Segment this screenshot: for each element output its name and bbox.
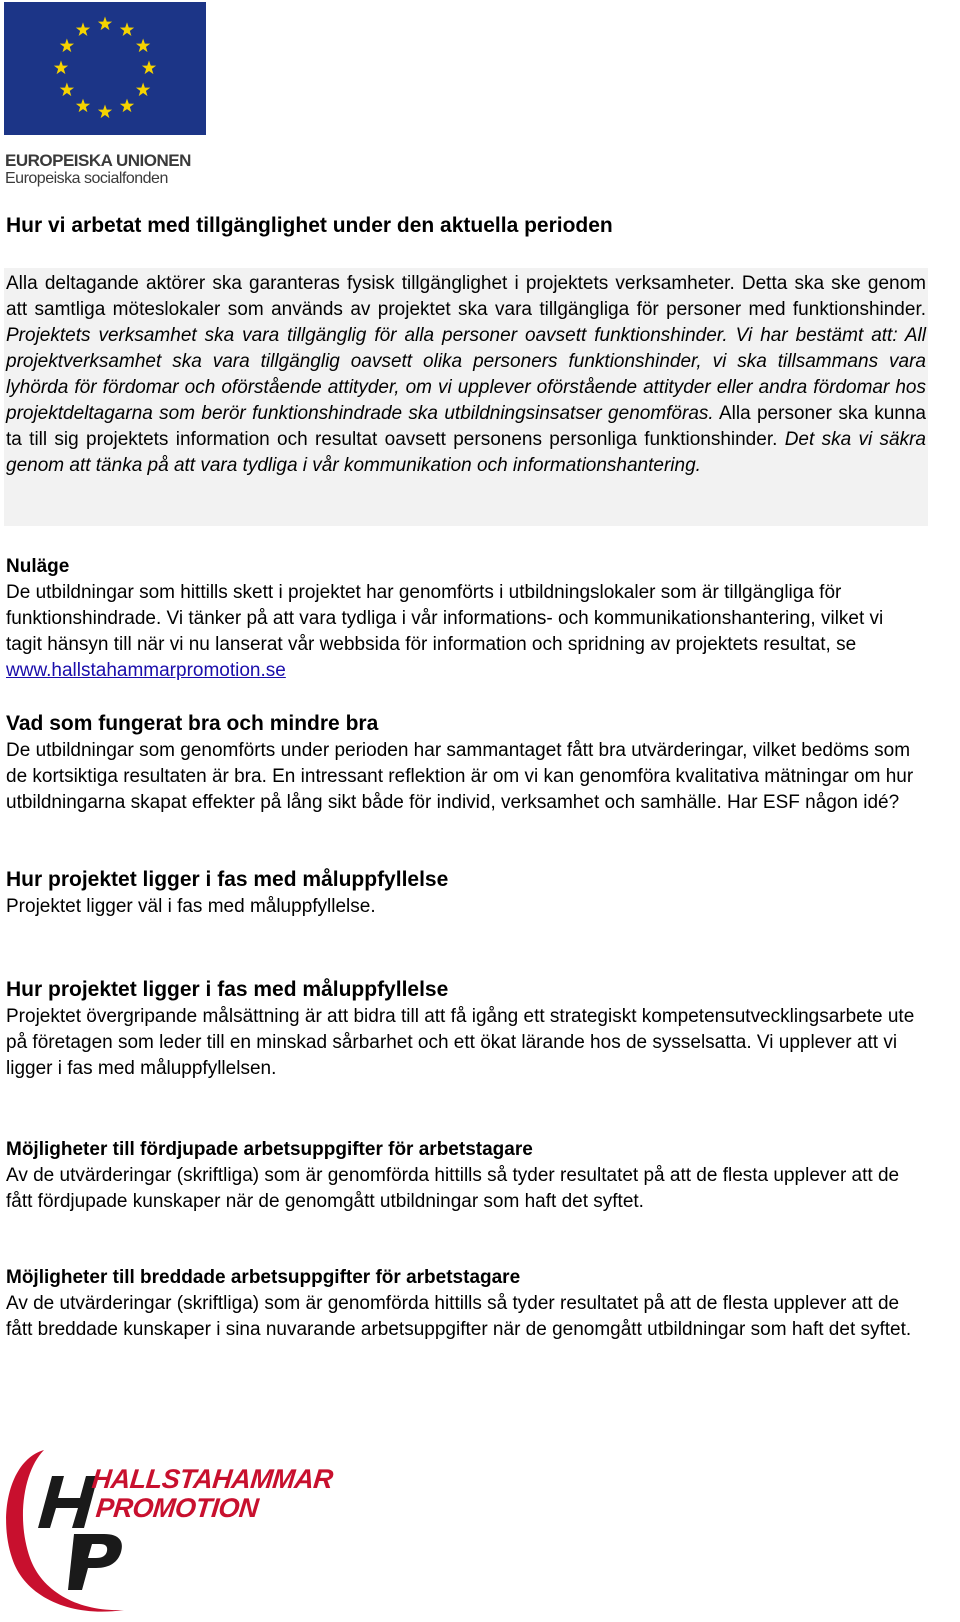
eu-flag-icon [4, 2, 206, 135]
fas2-heading: Hur projektet ligger i fas med måluppfyllelse [6, 978, 449, 1001]
section-breddade [6, 1265, 921, 1343]
website-link[interactable]: www.hallstahammarpromotion.se [6, 660, 286, 681]
eu-logo-line2: Europeiska socialfonden [5, 170, 168, 187]
fordjupade-heading: Möjligheter till fördjupade arbetsuppgifter för arbetstagare [6, 1139, 533, 1160]
intro-text-4: Alla personer ska kunna ta till sig projektets information och resultat oavsett personens personliga funktionshinder. [6, 403, 926, 450]
section-fordjupade [6, 1137, 921, 1215]
fas2-text [6, 1004, 921, 1082]
nulage-text [6, 580, 921, 684]
fas1-heading: Hur projektet ligger i fas med måluppfyllelse [6, 868, 449, 891]
fungerat-heading: Vad som fungerat bra och mindre bra [6, 712, 379, 735]
section-fungerat [6, 710, 921, 816]
hallstahammar-promotion-logo [4, 1446, 344, 1618]
nulage-heading: Nuläge [6, 556, 70, 577]
section-fas-1 [6, 866, 921, 920]
intro-text-2: Projektets verksamhet ska vara tillgänglig för alla personer oavsett funktionshinder. [6, 325, 728, 346]
eu-logo-line1: EUROPEISKA UNIONEN [5, 151, 191, 170]
accessibility-intro [4, 268, 928, 526]
fas2-text-1: Projektet övergripande målsättning är att bidra till att få igång ett strategiskt kompetensutvecklingsarbete ute på företagen som leder till en minskad sårbarhet och ett ökat lärande hos de sysselsatta. [6, 1006, 915, 1053]
breddade-heading: Möjligheter till breddade arbetsuppgifter för arbetstagare [6, 1267, 521, 1288]
hp-logo-line2: PROMOTION [94, 1493, 260, 1523]
fungerat-text-2: En intressant reflektion är om vi kan genomföra kvalitativa mätningar om hur utbildningarna skapat effekter på lång sikt både för individ, verksamhet och samhälle. Har ESF någon idé? [6, 766, 914, 813]
intro-text-1: Alla deltagande aktörer ska garanteras fysisk tillgänglighet i projektets verksamheter. Detta ska ske genom att samtliga möteslokaler som används av projektet ska vara tillgängliga för personer med funktionshinder. [6, 273, 926, 320]
hp-logo-line1: HALLSTAHAMMAR [90, 1464, 335, 1494]
page-title: Hur vi arbetat med tillgänglighet under den aktuella perioden [6, 214, 613, 237]
nulage-text-1: De utbildningar som hittills skett i projektet har genomförts i utbildningslokaler som är tillgängliga för funktionshindrade. [6, 582, 842, 629]
fungerat-text [6, 738, 921, 816]
section-nulage [6, 554, 921, 684]
breddade-text: Av de utvärderingar (skriftliga) som är genomförda hittills så tyder resultatet på att de flesta upplever att de fått breddade kunskaper i sina nuvarande arbetsuppgifter när de genomgått utbildningar som haft det syftet. [6, 1293, 912, 1340]
fas1-text: Projektet ligger väl i fas med måluppfyllelse. [6, 896, 376, 917]
intro-text-5: Det ska vi säkra genom att tänka på att vara tydliga i vår kommunikation och informationshantering. [6, 429, 926, 476]
fas2-text-2: Vi upplever att vi ligger i fas med måluppfyllelsen. [6, 1032, 898, 1079]
fungerat-text-1: De utbildningar som genomförts under perioden har sammantaget fått bra utvärderingar, vilket bedöms som de kortsiktiga resultaten är bra. [6, 740, 911, 787]
section-fas-2 [6, 976, 921, 1082]
eu-logo [4, 2, 209, 190]
nulage-text-2: Vi tänker på att vara tydliga i vår informations- och kommunikationshantering, vilket vi tagit hänsyn till när vi nu lanserat vår webbsida för information och spridning av projektets resultat, se [6, 608, 884, 655]
intro-text-3: Vi har bestämt att: All projektverksamhet ska vara tillgänglig oavsett olika personers funktionshinder, vi ska tillsammans vara lyhörda för fördomar och oförstående attityder, om vi upplever oförstående attityder eller andra fördomar hos projektdeltagarna som berör funktionshindrade ska utbildningsinsatser genomföras. [6, 325, 926, 424]
fordjupade-text: Av de utvärderingar (skriftliga) som är genomförda hittills så tyder resultatet på att de flesta upplever att de fått fördjupade kunskaper när de genomgått utbildningar som haft det syftet. [6, 1165, 900, 1212]
